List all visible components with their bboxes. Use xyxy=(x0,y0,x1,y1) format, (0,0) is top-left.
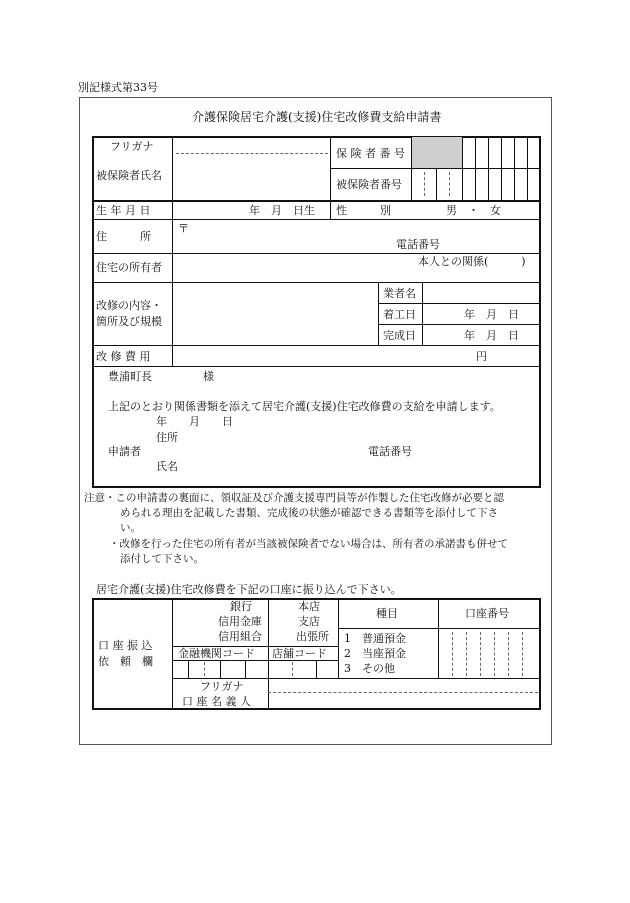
row-line xyxy=(378,324,541,325)
digit-line xyxy=(501,136,502,168)
note-line: ・改修を行った住宅の所有者が当該被保険者でない場合は、所有者の承諾書も併せて xyxy=(109,538,508,550)
digit-line xyxy=(316,660,317,678)
branch-type: 本店 xyxy=(298,600,320,613)
postal-mark: 〒 xyxy=(178,222,189,235)
applicant-phone-label: 電話番号 xyxy=(368,445,412,458)
digit-line xyxy=(449,172,450,196)
cost-label: 改 修 費 用 xyxy=(96,350,151,363)
addressee: 豊浦町長 xyxy=(108,370,152,383)
digit-line xyxy=(452,632,453,676)
digit-line xyxy=(527,168,528,200)
digit-line xyxy=(514,168,515,200)
account-holder-label: 口 座 名 義 人 xyxy=(182,695,251,708)
col-line xyxy=(172,598,173,710)
applicant-name-label: 氏名 xyxy=(156,460,178,473)
applicant-address-label: 住所 xyxy=(156,431,178,444)
renovation-label-2: 箇所及び規模 xyxy=(96,315,162,328)
form-title: 介護保険居宅介護(支援)住宅改修費支給申請書 xyxy=(192,110,442,124)
col-line xyxy=(438,598,439,678)
owner-label: 住宅の所有者 xyxy=(96,261,162,274)
digit-line xyxy=(220,660,221,678)
digit-line xyxy=(245,660,246,678)
institution-type: 信用組合 xyxy=(218,630,262,643)
form-number: 別記様式第33号 xyxy=(78,81,158,94)
digit-line xyxy=(488,136,489,168)
digit-line xyxy=(494,632,495,676)
digit-line xyxy=(480,632,481,676)
note-line: められる理由を記載した書類、完成後の状態が確認できる書類等を添付して下さ xyxy=(120,507,498,519)
holder-furigana-label: フリガナ xyxy=(200,680,244,693)
digit-line xyxy=(462,136,463,168)
digit-line xyxy=(475,168,476,200)
insured-name-label: 被保険者氏名 xyxy=(96,169,162,182)
col-line xyxy=(378,282,379,345)
digit-line xyxy=(514,136,515,168)
insurer-number-label: 保 険 者 番 号 xyxy=(336,147,405,160)
row-line xyxy=(92,253,541,254)
digit-line xyxy=(462,168,463,200)
bank-section-label: 依 頼 欄 xyxy=(98,655,153,668)
sex-label: 性 別 xyxy=(336,204,391,217)
row-line xyxy=(172,660,338,661)
account-type-option: 1 普通預金 xyxy=(344,632,406,645)
account-type-option: 2 当座預金 xyxy=(344,647,406,660)
furigana-label: フリガナ xyxy=(110,140,154,153)
row-line xyxy=(92,219,541,220)
completion-date-value: 年 月 日 xyxy=(464,329,519,342)
digit-line xyxy=(466,632,467,676)
sex-options: 男 ・ 女 xyxy=(446,204,501,217)
col-line xyxy=(422,282,423,345)
row-line xyxy=(92,282,541,283)
digit-line xyxy=(501,168,502,200)
col-line xyxy=(330,136,331,219)
account-type-option: 3 その他 xyxy=(344,662,395,675)
insurer-shaded-cell xyxy=(412,137,462,168)
row-line xyxy=(172,678,541,679)
note-line: い。 xyxy=(120,522,141,534)
row-line xyxy=(92,200,541,202)
holder-dotted-line xyxy=(268,692,538,693)
branch-type: 支店 xyxy=(298,615,320,628)
yen-label: 円 xyxy=(476,350,487,363)
institution-type: 信用金庫 xyxy=(218,615,262,628)
birth-date-label: 生 年 月 日 xyxy=(96,204,151,217)
note-line: 添付して下さい。 xyxy=(120,553,204,565)
bank-heading: 居宅介護(支援)住宅改修費を下記の口座に振り込んで下さい。 xyxy=(96,583,402,596)
application-statement: 上記のとおり関係書類を添えて居宅介護(支援)住宅改修費の支給を申請します。 xyxy=(108,400,501,413)
col-line xyxy=(338,598,339,678)
start-date-value: 年 月 日 xyxy=(464,308,519,321)
row-line xyxy=(338,628,541,629)
note-line: 注意・この申請書の裏面に、領収証及び介護支援専門員等が作製した住宅改修が必要と認 xyxy=(84,492,504,504)
start-date-label: 着工日 xyxy=(383,308,416,321)
institution-type: 銀行 xyxy=(230,600,252,613)
phone-label: 電話番号 xyxy=(396,238,440,251)
branch-code-label: 店舗コード xyxy=(272,647,327,660)
digit-line xyxy=(508,632,509,676)
digit-line xyxy=(188,660,189,678)
bank-section-label: 口 座 振 込 xyxy=(98,639,153,652)
digit-line xyxy=(424,172,425,196)
relation-label: 本人との関係( ) xyxy=(418,255,526,268)
addressee-honorific: 様 xyxy=(203,370,214,383)
furigana-dotted-line xyxy=(176,153,328,154)
digit-line xyxy=(475,136,476,168)
account-number-label: 口座番号 xyxy=(465,607,509,620)
birth-date-value: 年 月 日生 xyxy=(249,204,315,217)
insured-number-label: 被保険者番号 xyxy=(336,178,402,191)
col-line xyxy=(172,136,173,366)
institution-code-label: 金融機関コード xyxy=(178,647,255,660)
digit-line xyxy=(527,136,528,168)
row-line xyxy=(92,366,541,367)
address-label: 住 所 xyxy=(96,230,151,243)
account-type-label: 種目 xyxy=(376,607,398,620)
applicant-label: 申請者 xyxy=(108,445,141,458)
contractor-label: 業者名 xyxy=(383,287,416,300)
row-line xyxy=(92,345,541,346)
digit-line xyxy=(436,168,437,200)
digit-line xyxy=(522,632,523,676)
renovation-label: 改修の内容・ xyxy=(96,299,162,312)
digit-line xyxy=(488,168,489,200)
branch-type: 出張所 xyxy=(296,630,329,643)
application-date: 年 月 日 xyxy=(156,415,233,428)
row-line xyxy=(378,303,541,304)
digit-line xyxy=(292,662,293,676)
digit-line xyxy=(204,662,205,676)
completion-date-label: 完成日 xyxy=(383,329,416,342)
col-line xyxy=(268,598,269,710)
